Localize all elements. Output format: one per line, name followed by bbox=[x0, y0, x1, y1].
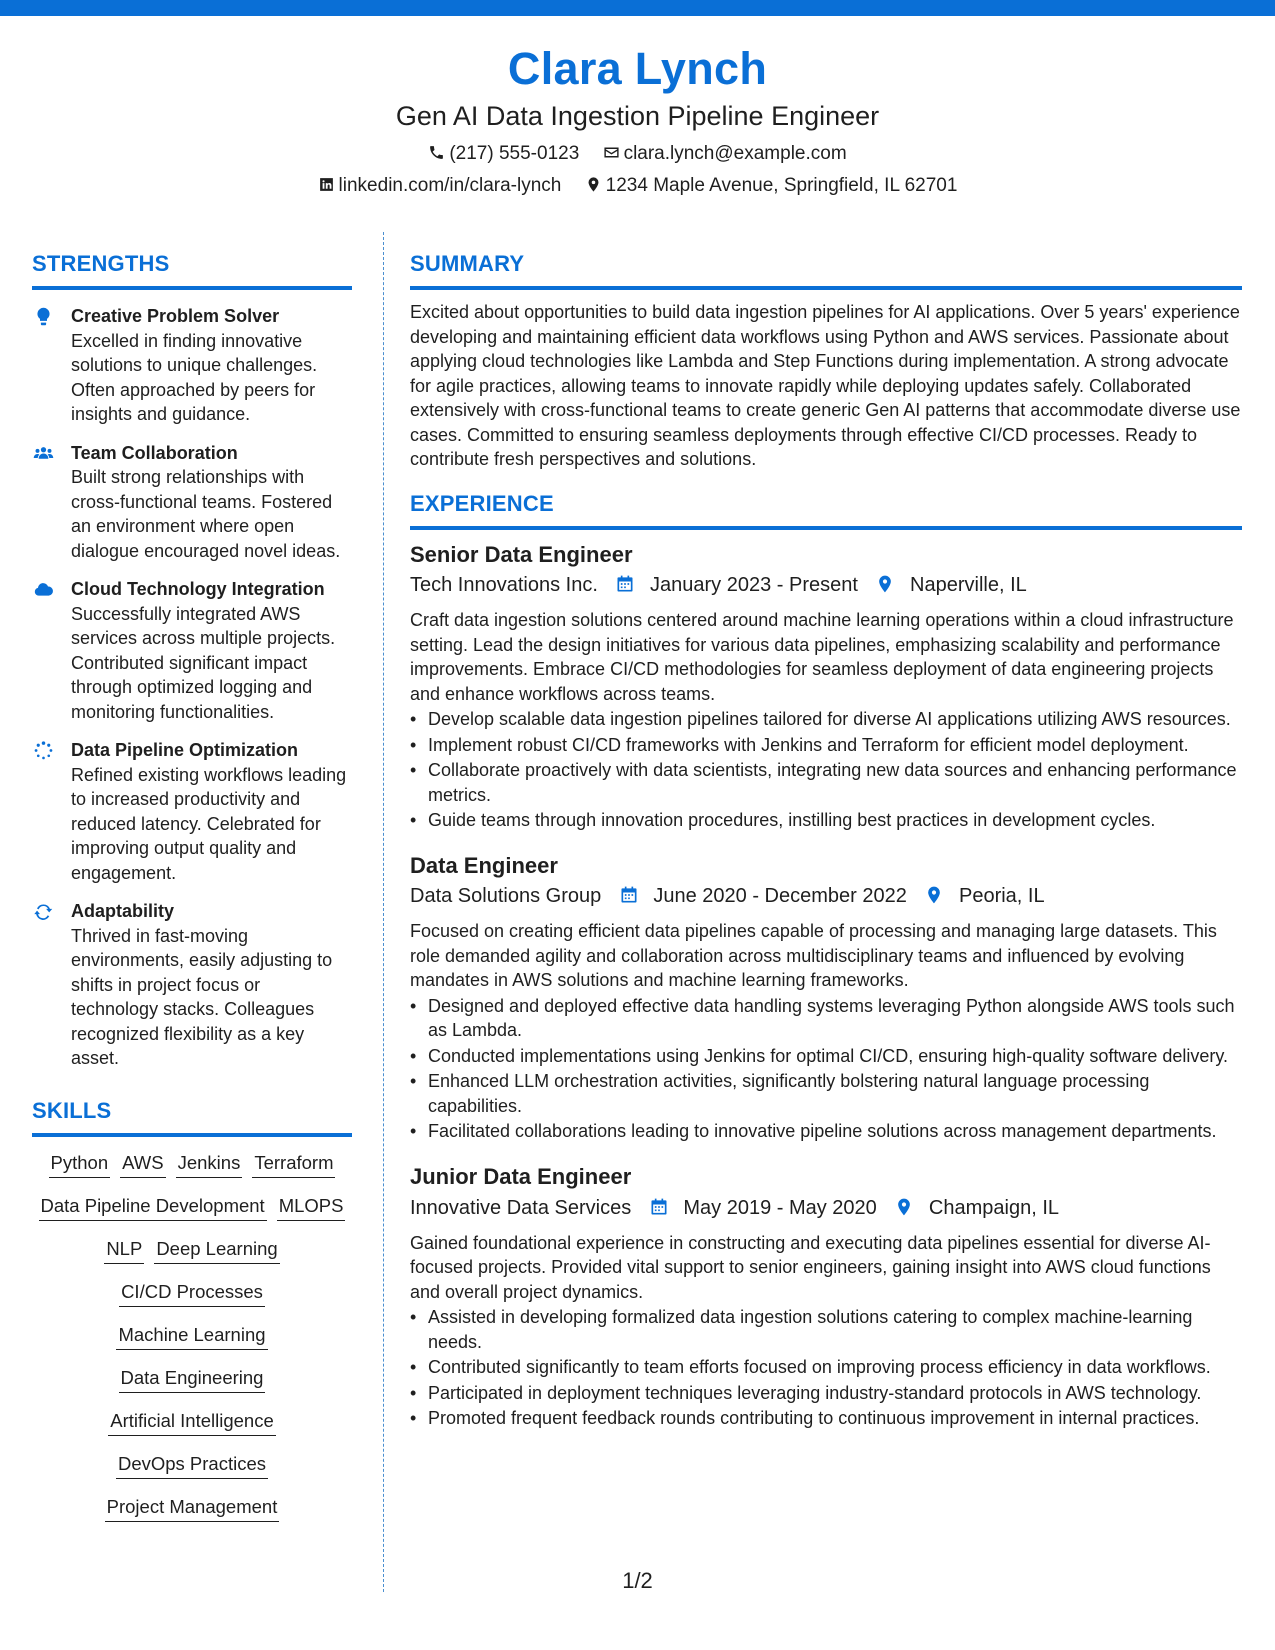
skill-line bbox=[32, 1494, 352, 1524]
strength-item bbox=[32, 441, 352, 564]
map-marker-icon bbox=[875, 570, 895, 600]
job-bullet: • Develop scalable data ingestion pipelines tailored for diverse AI applications utilizing AWS resources. bbox=[410, 707, 1242, 732]
skill-line bbox=[32, 1236, 352, 1266]
experience-heading: EXPERIENCE bbox=[410, 488, 1242, 530]
strength-desc: Built strong relationships with cross-functional teams. Fostered an environment where open dialogue encouraged novel ideas. bbox=[71, 467, 341, 561]
linkedin-contact bbox=[318, 172, 562, 200]
map-marker-icon bbox=[585, 176, 602, 193]
job-bullet: • Promoted frequent feedback rounds contributing to continuous improvement in internal practices. bbox=[410, 1406, 1242, 1431]
strengths-heading: STRENGTHS bbox=[32, 248, 352, 290]
job-bullet: • Enhanced LLM orchestration activities, significantly bolstering natural language processing capabilities. bbox=[410, 1069, 1242, 1118]
skill-line bbox=[32, 1150, 352, 1180]
map-marker-icon bbox=[894, 1193, 914, 1223]
job-bullets bbox=[410, 707, 1242, 833]
job-location: Peoria, IL bbox=[958, 885, 1045, 908]
job-dates: May 2019 - May 2020 bbox=[683, 1196, 877, 1219]
strength-title: Adaptability bbox=[71, 901, 175, 921]
skill-tag: Machine Learning bbox=[116, 1322, 267, 1350]
job-bullet: • Assisted in developing formalized data ingestion solutions catering to complex machine-learning needs. bbox=[410, 1305, 1242, 1354]
calendar-icon bbox=[649, 1193, 669, 1223]
strength-item bbox=[32, 577, 352, 724]
job-dates: January 2023 - Present bbox=[650, 574, 858, 597]
job-bullet: • Conducted implementations using Jenkins for optimal CI/CD, ensuring high-quality software delivery. bbox=[410, 1044, 1242, 1069]
company-name: Data Solutions Group bbox=[410, 885, 602, 908]
phone-contact bbox=[428, 140, 579, 168]
linkedin-text: linkedin.com/in/clara-lynch bbox=[338, 175, 562, 196]
cloud-icon bbox=[32, 579, 54, 601]
job-bullet: • Contributed significantly to team efforts focused on improving process efficiency in data workflows. bbox=[410, 1355, 1242, 1380]
skill-line bbox=[32, 1322, 352, 1352]
job-meta bbox=[410, 1192, 1242, 1223]
skill-tag: AWS bbox=[120, 1150, 165, 1178]
strength-item bbox=[32, 738, 352, 885]
skill-tag: NLP bbox=[104, 1236, 144, 1264]
spinner-icon bbox=[32, 740, 54, 762]
skill-tag: Artificial Intelligence bbox=[108, 1408, 276, 1436]
candidate-title: Gen AI Data Ingestion Pipeline Engineer bbox=[395, 101, 880, 131]
top-accent-bar bbox=[0, 0, 1275, 16]
job-title: Junior Data Engineer bbox=[410, 1163, 632, 1189]
skill-line bbox=[32, 1193, 352, 1223]
skill-tag: Data Pipeline Development bbox=[39, 1193, 267, 1221]
skill-tag: CI/CD Processes bbox=[119, 1279, 265, 1307]
sync-icon bbox=[32, 901, 54, 923]
skill-line bbox=[32, 1279, 352, 1309]
skill-tag: Python bbox=[49, 1150, 111, 1178]
job-entry bbox=[410, 540, 1242, 833]
strength-desc: Refined existing workflows leading to increased productivity and reduced latency. Celebrated for improving output quality and engagement. bbox=[71, 764, 347, 883]
job-bullet: • Guide teams through innovation procedures, instilling best practices in development cycles. bbox=[410, 808, 1242, 833]
calendar-icon bbox=[615, 570, 635, 600]
page-number: 1/2 bbox=[622, 1568, 653, 1593]
strength-title: Data Pipeline Optimization bbox=[71, 740, 299, 760]
strength-item bbox=[32, 304, 352, 427]
skill-tag: Deep Learning bbox=[154, 1236, 279, 1264]
job-bullet: • Collaborate proactively with data scientists, integrating new data sources and enhancing performance metrics. bbox=[410, 758, 1242, 807]
users-icon bbox=[32, 443, 54, 465]
job-bullet: • Designed and deployed effective data handling systems leveraging Python alongside AWS tools such as Lambda. bbox=[410, 994, 1242, 1043]
job-bullet: • Implement robust CI/CD frameworks with Jenkins and Terraform for efficient model deployment. bbox=[410, 733, 1242, 758]
job-bullets bbox=[410, 1305, 1242, 1431]
strength-desc: Thrived in fast-moving environments, easily adjusting to shifts in project focus or technology stacks. Colleagues recognized flexibility as a key asset. bbox=[71, 925, 333, 1068]
envelope-icon bbox=[603, 144, 620, 161]
job-bullet: • Participated in deployment techniques leveraging industry-standard protocols in AWS technology. bbox=[410, 1381, 1242, 1406]
skill-tag: Data Engineering bbox=[119, 1365, 266, 1393]
address-contact bbox=[585, 172, 958, 200]
job-title: Senior Data Engineer bbox=[410, 541, 633, 567]
job-meta bbox=[410, 881, 1242, 912]
right-column bbox=[410, 248, 1242, 1431]
skill-tag: Terraform bbox=[252, 1150, 335, 1178]
lightbulb-icon bbox=[32, 306, 54, 328]
job-description: Gained foundational experience in constructing and executing data pipelines essential for diverse AI-focused projects. Provided vital support to senior engineers, gaining insight into AWS cloud functions and overall project dynamics. bbox=[410, 1232, 1211, 1302]
contact-row-2 bbox=[0, 172, 1275, 200]
linkedin-icon bbox=[318, 176, 335, 193]
job-bullet: • Facilitated collaborations leading to innovative pipeline solutions across management departments. bbox=[410, 1119, 1242, 1144]
job-location: Naperville, IL bbox=[910, 574, 1027, 597]
skill-tag: Project Management bbox=[105, 1494, 280, 1522]
map-marker-icon bbox=[924, 881, 944, 911]
skill-tag: MLOPS bbox=[277, 1193, 346, 1221]
left-column bbox=[32, 248, 352, 1524]
resume-header bbox=[0, 40, 1275, 200]
email-text: clara.lynch@example.com bbox=[623, 143, 847, 164]
job-location: Champaign, IL bbox=[928, 1196, 1059, 1219]
job-title: Data Engineer bbox=[410, 852, 558, 878]
address-text: 1234 Maple Avenue, Springfield, IL 62701 bbox=[605, 175, 958, 196]
phone-icon bbox=[428, 144, 445, 161]
company-name: Tech Innovations Inc. bbox=[410, 574, 598, 597]
contact-row-1 bbox=[0, 140, 1275, 168]
candidate-name: Clara Lynch bbox=[507, 43, 768, 94]
skill-line bbox=[32, 1408, 352, 1438]
job-bullets bbox=[410, 994, 1242, 1144]
skill-tag: DevOps Practices bbox=[116, 1451, 268, 1479]
job-description: Focused on creating efficient data pipelines capable of processing and managing large datasets. This role demanded agility and collaboration across multidisciplinary teams and influenced by evolving mandates in AWS solutions and machine learning frameworks. bbox=[410, 921, 1217, 991]
column-divider bbox=[383, 232, 384, 1592]
strength-item bbox=[32, 899, 352, 1071]
job-entry bbox=[410, 851, 1242, 1144]
skill-line bbox=[32, 1451, 352, 1481]
job-description: Craft data ingestion solutions centered around machine learning operations within a cloud infrastructure setting. Lead the design initiatives for various data pipelines, emphasizing scalability and performance improvements. Embrace CI/CD methodologies for seamless deployment of data engineering projects and enhance workflows across teams. bbox=[410, 610, 1234, 704]
company-name: Innovative Data Services bbox=[410, 1196, 632, 1219]
skills-list bbox=[32, 1150, 352, 1524]
email-contact bbox=[603, 140, 847, 168]
job-entry bbox=[410, 1162, 1242, 1431]
strength-title: Creative Problem Solver bbox=[71, 306, 280, 326]
strength-desc: Excelled in finding innovative solutions to unique challenges. Often approached by peers for insights and guidance. bbox=[71, 330, 318, 424]
summary-heading: SUMMARY bbox=[410, 248, 1242, 290]
job-dates: June 2020 - December 2022 bbox=[653, 885, 907, 908]
calendar-icon bbox=[619, 881, 639, 911]
strength-title: Team Collaboration bbox=[71, 442, 238, 463]
skill-tag: Jenkins bbox=[176, 1150, 243, 1178]
job-meta bbox=[410, 570, 1242, 601]
strength-title: Cloud Technology Integration bbox=[71, 579, 325, 599]
skill-line bbox=[32, 1365, 352, 1395]
phone-text: (217) 555-0123 bbox=[449, 143, 580, 164]
skills-heading: SKILLS bbox=[32, 1095, 352, 1137]
strength-desc: Successfully integrated AWS services across multiple projects. Contributed significant impact through optimized logging and monitoring functionalities. bbox=[71, 603, 336, 722]
summary-text: Excited about opportunities to build data ingestion pipelines for AI applications. Over 5 years' experience developing and maintaining efficient data workflows using Python and AWS services. Passionate about applying cloud technologies like Lambda and Step Functions during implementation. A strong advocate for agile practices, allowing teams to innovate rapidly while deploying updates safely. Collaborated extensively with cross-functional teams to create generic Gen AI patterns that accommodate diverse use cases. Committed to ensuring seamless deployments through effective CI/CD processes. Ready to contribute fresh perspectives and solutions. bbox=[410, 302, 1241, 469]
